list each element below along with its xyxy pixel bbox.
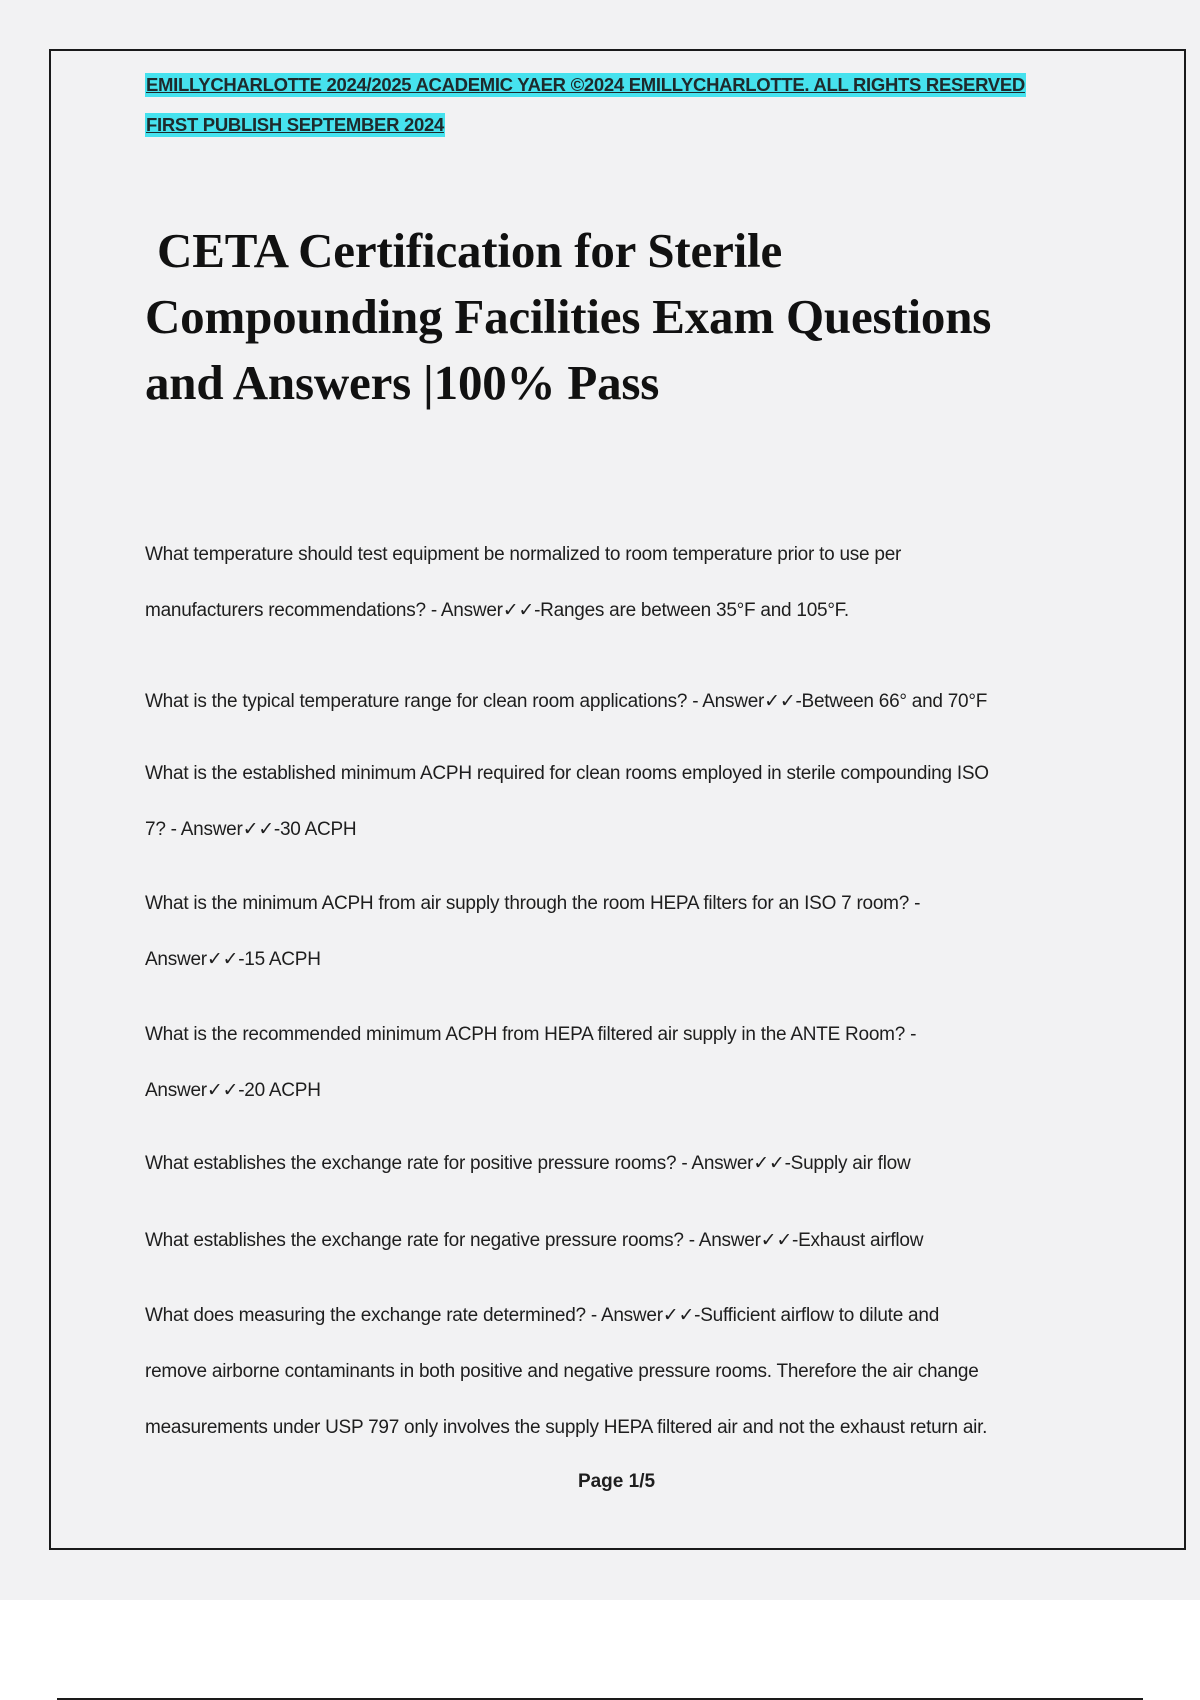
qa-item [145, 1213, 1085, 1269]
qa-item [145, 746, 1085, 858]
qa-line: 7? - Answer✓✓-30 ACPH [145, 819, 357, 840]
qa-line: What is the recommended minimum ACPH from HEPA filtered air supply in the ANTE Room? - [145, 1024, 917, 1045]
qa-item [145, 674, 1085, 730]
qa-line: Answer✓✓-15 ACPH [145, 949, 321, 970]
page-number: Page 1/5 [577, 1471, 656, 1492]
qa-item [145, 1007, 1085, 1119]
qa-item [145, 527, 1085, 639]
qa-line: What establishes the exchange rate for positive pressure rooms? - Answer✓✓-Supply air flow [145, 1153, 911, 1174]
publish-date-header: FIRST PUBLISH SEPTEMBER 2024 [146, 114, 444, 135]
copyright-header: EMILLYCHARLOTTE 2024/2025 ACADEMIC YAER ©2024 EMILLYCHARLOTTE. ALL RIGHTS RESERVED [146, 74, 1025, 95]
qa-line: manufacturers recommendations? - Answer✓✓-Ranges are between 35°F and 105°F. [145, 600, 849, 621]
qa-line: What establishes the exchange rate for negative pressure rooms? - Answer✓✓-Exhaust airflow [145, 1230, 924, 1251]
qa-item [145, 1136, 1085, 1192]
qa-line: What is the minimum ACPH from air supply through the room HEPA filters for an ISO 7 room? - [145, 893, 921, 914]
title-line-2: Compounding Facilities Exam Questions [145, 289, 992, 344]
qa-line: remove airborne contaminants in both positive and negative pressure rooms. Therefore the air change [145, 1361, 979, 1382]
qa-line: Answer✓✓-20 ACPH [145, 1080, 321, 1101]
title-line-3: and Answers |100% Pass [145, 355, 660, 410]
document-title [145, 218, 1085, 416]
qa-line: measurements under USP 797 only involves the supply HEPA filtered air and not the exhaust return air. [145, 1417, 988, 1438]
qa-line: What is the typical temperature range for clean room applications? - Answer✓✓-Between 66° and 70°F [145, 691, 988, 712]
qa-line: What is the established minimum ACPH required for clean rooms employed in sterile compounding ISO [145, 763, 989, 784]
qa-line: What does measuring the exchange rate determined? - Answer✓✓-Sufficient airflow to dilute and [145, 1305, 940, 1326]
title-line-1: CETA Certification for Sterile [145, 223, 782, 278]
qa-item [145, 876, 1085, 988]
qa-item [145, 1288, 1085, 1456]
qa-line: What temperature should test equipment be normalized to room temperature prior to use per [145, 544, 902, 565]
